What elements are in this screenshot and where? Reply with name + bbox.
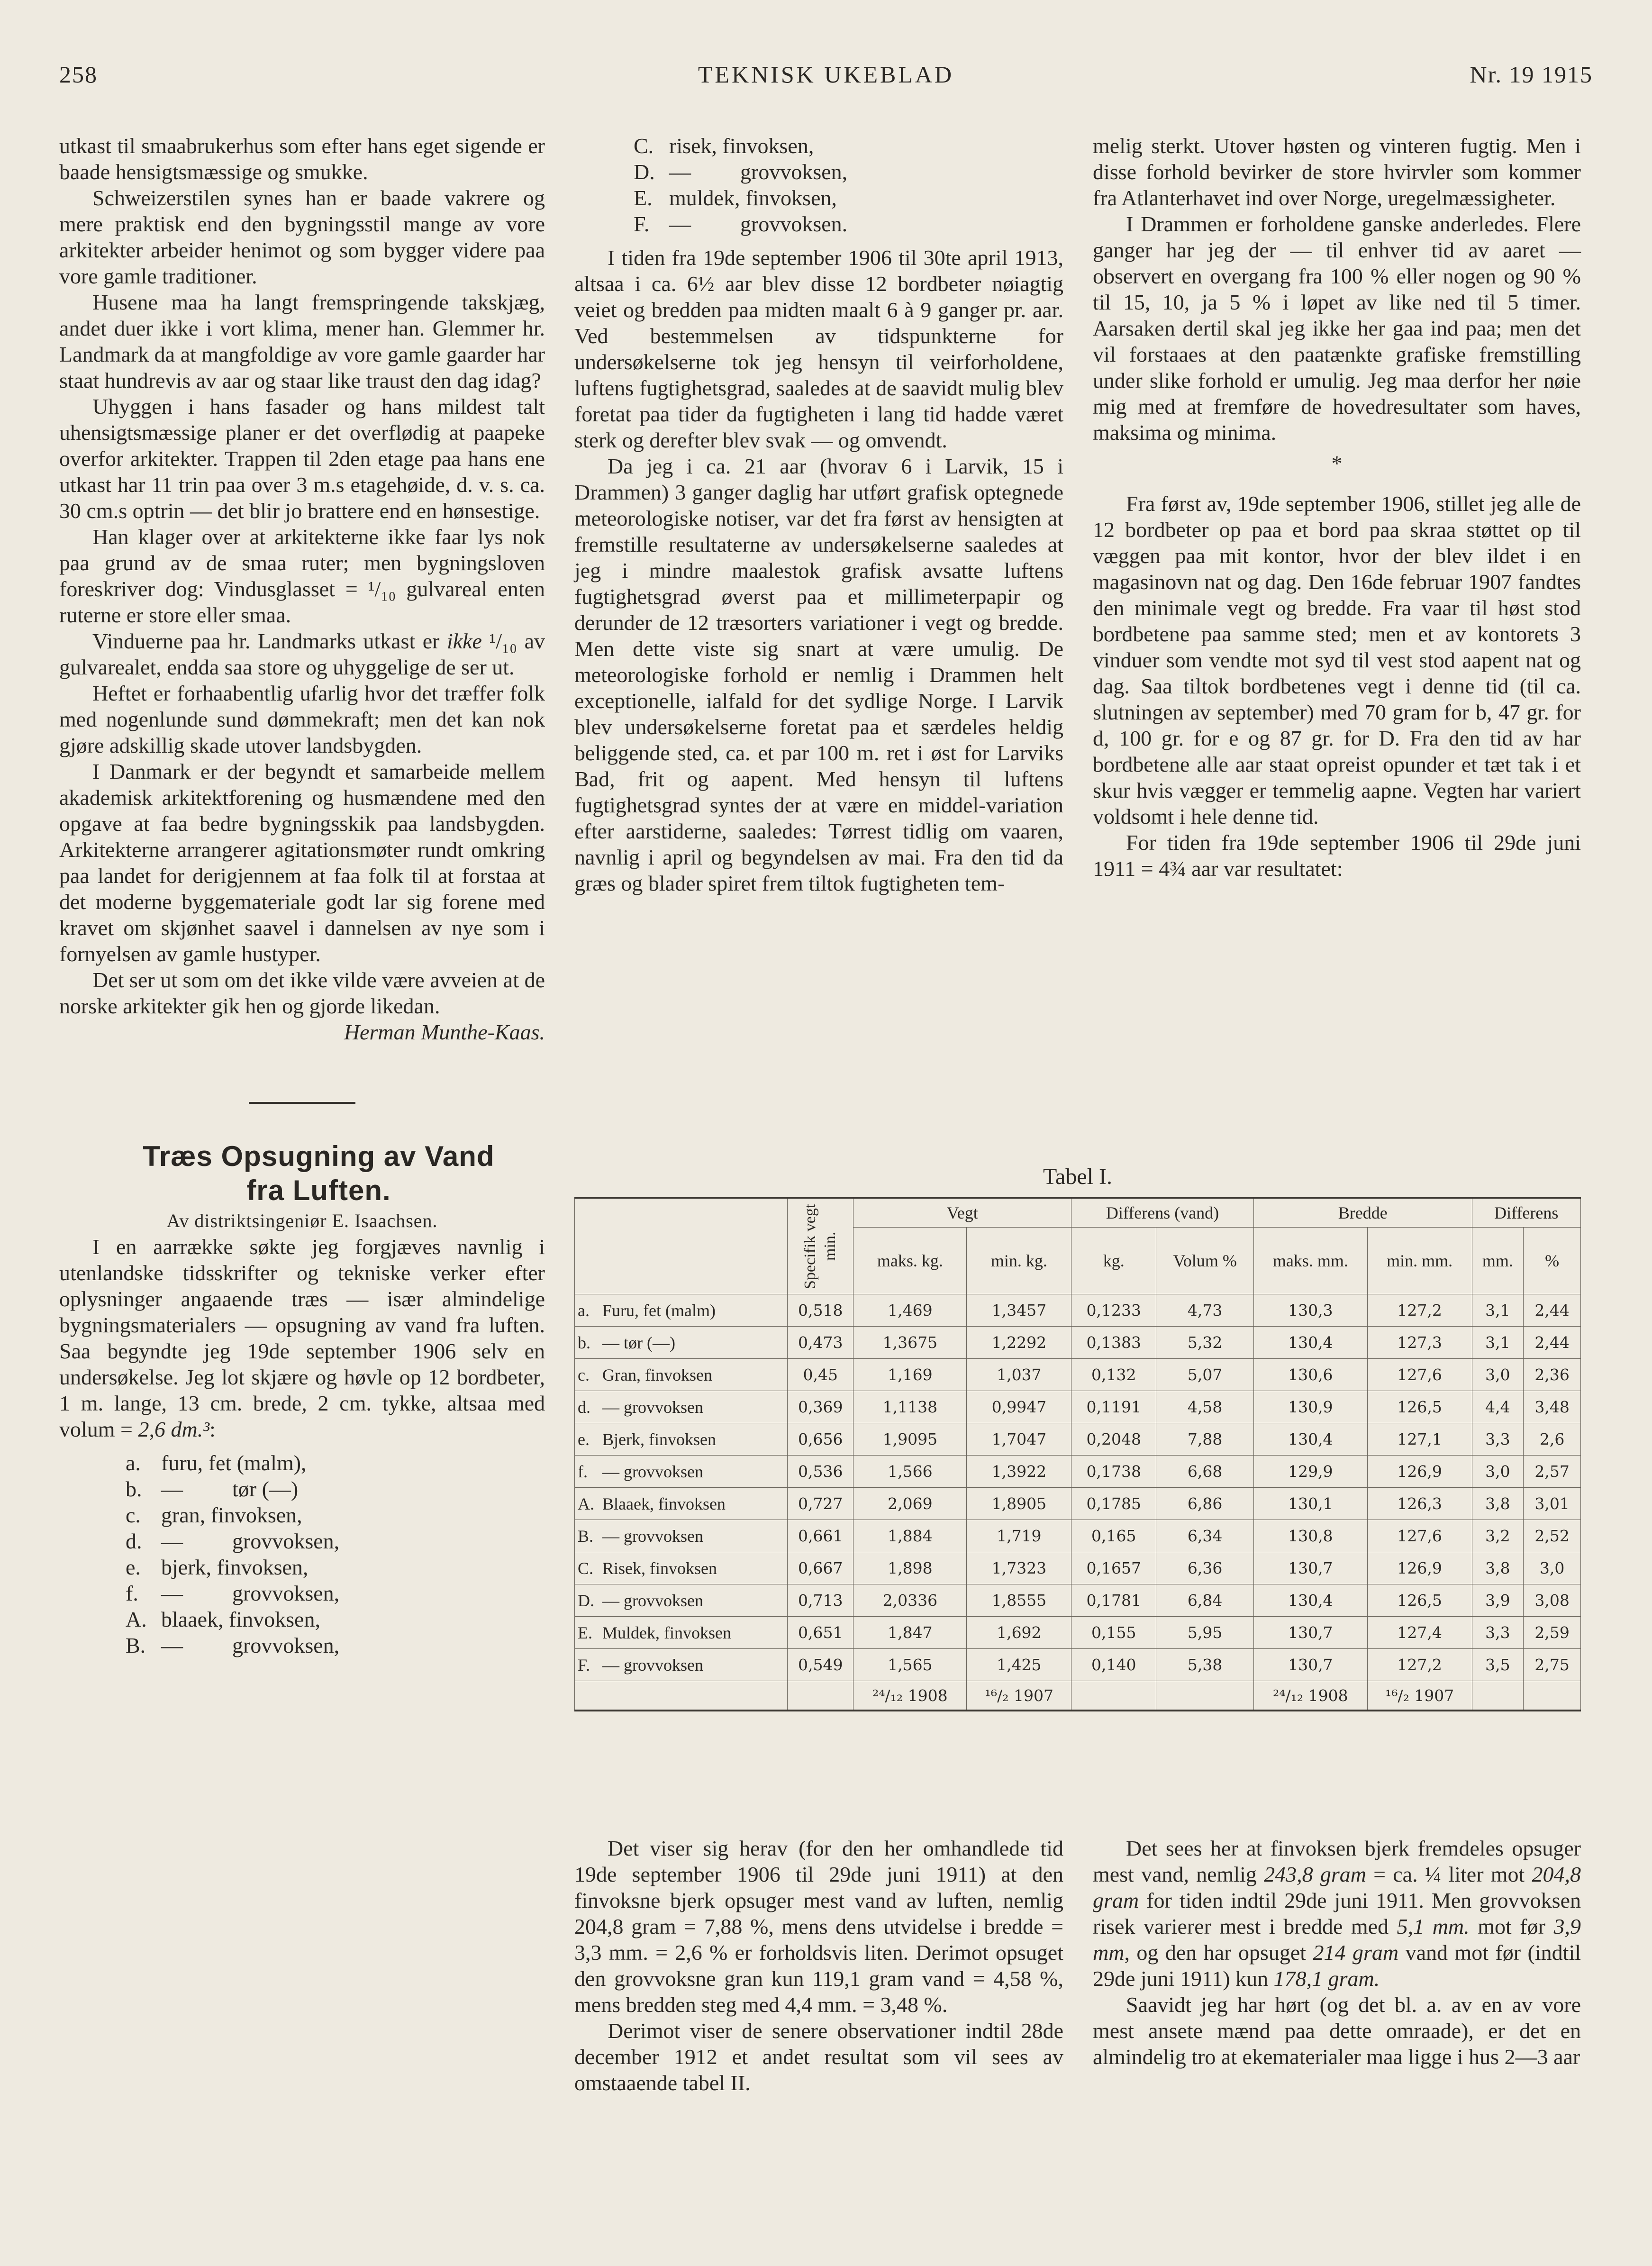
- issue-number: Nr. 19 1915: [1470, 61, 1593, 88]
- article-author: Av distriktsingeniør E. Isaachsen.: [166, 1210, 438, 1231]
- paragraph: melig sterkt. Utover høsten og vinteren fugtig. Men i disse forhold bevirker de store hvirvler som kommer fra Atlanterhavet ind over Norge, uregelmæssigheter.: [1093, 134, 1581, 210]
- table-row: [575, 1327, 1581, 1359]
- cell-vmin: 0,9947: [967, 1391, 1071, 1423]
- emphasis: 3,9 mm: [1093, 1914, 1581, 1965]
- cell-sv: 0,656: [788, 1423, 853, 1456]
- list-item: [59, 1476, 545, 1502]
- cell-dmm: 3,0: [1472, 1359, 1524, 1391]
- cell-bmax: 130,4: [1253, 1327, 1367, 1359]
- cell-vmax: 1,884: [853, 1520, 967, 1552]
- row-species: Furu, fet (malm): [599, 1294, 788, 1327]
- cell-bmin: 126,5: [1367, 1391, 1472, 1423]
- row-species: — grovvoksen: [599, 1584, 788, 1617]
- section-divider: [249, 1102, 355, 1104]
- cell-dkg: 0,1191: [1071, 1391, 1156, 1423]
- cell-bmax: 130,1: [1253, 1488, 1367, 1520]
- cell-dpct: 2,75: [1524, 1649, 1581, 1681]
- column-header-specific-weight: [788, 1198, 853, 1294]
- cell-vmin: 1,8905: [967, 1488, 1071, 1520]
- cell-vmax: 2,069: [853, 1488, 967, 1520]
- list-text: muldek, finvoksen,: [669, 186, 837, 210]
- list-item: [59, 1554, 545, 1580]
- list-marker: f.: [126, 1581, 138, 1605]
- article-title-line-1: Træs Opsugning av Vand: [143, 1140, 495, 1172]
- cell-sv: 0,661: [788, 1520, 853, 1552]
- column-header-weight: Vegt: [853, 1198, 1071, 1228]
- section-asterisk: *: [1331, 451, 1343, 475]
- table-row: [575, 1294, 1581, 1327]
- paragraph: I Drammen er forholdene ganske anderledes. Flere ganger har jeg der — til enhver tid av aaret — observert en overgang fra 100 % eller nogen og 90 % til 15, 10, ja 5 % i løpet av like ned til 5 timer. Aarsaken dertil skal jeg ikke her gaa ind paa; men det vil forstaaes at den paatænkte grafiske fremstilling under slike forhold er umulig. Jeg maa derfor her nøie mig med at fremføre de hovedresultater som haves, maksima og minima.: [1093, 212, 1581, 445]
- cell-dkg: 0,1738: [1071, 1456, 1156, 1488]
- cell-dmm: 3,1: [1472, 1294, 1524, 1327]
- cell-bmax: 129,9: [1253, 1456, 1367, 1488]
- cell-vmin: 1,2292: [967, 1327, 1071, 1359]
- cell-dkg: 0,132: [1071, 1359, 1156, 1391]
- paragraph: Det viser sig herav (for den her omhandlede tid 19de september 1906 til 29de juni 1911) at den finvoksne bjerk opsuger mest vand av luften, nemlig 204,8 gram = 7,88 %, mens dens utvidelse i bredde = 3,3 mm. = 2,6 % er forholdsvis liten. Derimot opsuget den grovvoksne gran kun 119,1 gram vand = 4,58 %, mens bredden steg med 4,4 mm. = 3,48 %.: [574, 1836, 1063, 2017]
- list-item: [59, 1606, 545, 1632]
- cell-sv: 0,473: [788, 1327, 853, 1359]
- cell-bmin: 126,9: [1367, 1456, 1472, 1488]
- subheader-mm: mm.: [1472, 1228, 1524, 1294]
- cell-dpct: 3,48: [1524, 1391, 1581, 1423]
- journal-title: TEKNISK UKEBLAD: [698, 61, 954, 88]
- column-header-difference-water: Differens (vand): [1071, 1198, 1254, 1228]
- cell-dkg: 0,1657: [1071, 1552, 1156, 1584]
- cell-dmm: 4,4: [1472, 1391, 1524, 1423]
- cell-bmin: 126,9: [1367, 1552, 1472, 1584]
- cell-dpct: 2,59: [1524, 1617, 1581, 1649]
- list-text: —: [161, 1581, 183, 1605]
- cell-vmin: 1,7047: [967, 1423, 1071, 1456]
- row-label: e.: [575, 1423, 600, 1456]
- cell-dkg: 0,155: [1071, 1617, 1156, 1649]
- cell-vmin: 1,719: [967, 1520, 1071, 1552]
- empty-cell: [1524, 1681, 1581, 1711]
- cell-dvol: 5,32: [1156, 1327, 1254, 1359]
- column-header-difference: Differens: [1472, 1198, 1580, 1228]
- cell-sv: 0,369: [788, 1391, 853, 1423]
- row-species: Gran, finvoksen: [599, 1359, 788, 1391]
- paragraph: Det ser ut som om det ikke vilde være avveien at de norske arkitekter gik hen og gjorde likedan.: [59, 968, 545, 1018]
- paragraph: Schweizerstilen synes han er baade vakrere og mere praktisk end den bygningsstil mange av vore arkitekter arbeider henimot og som bygger videre paa vore gamle traditioner.: [59, 186, 545, 288]
- paragraph: For tiden fra 19de september 1906 til 29de juni 1911 = 4¾ aar var resultatet:: [1093, 830, 1581, 881]
- cell-sv: 0,536: [788, 1456, 853, 1488]
- cell-dvol: 5,38: [1156, 1649, 1254, 1681]
- list-text-continued: grovvoksen,: [740, 160, 848, 184]
- list-item: [59, 1450, 545, 1476]
- cell-dvol: 4,73: [1156, 1294, 1254, 1327]
- cell-bmax: 130,9: [1253, 1391, 1367, 1423]
- cell-dvol: 6,34: [1156, 1520, 1254, 1552]
- cell-vmin: 1,8555: [967, 1584, 1071, 1617]
- date-cell: ²⁴/₁₂ 1908: [1253, 1681, 1367, 1711]
- cell-dvol: 6,36: [1156, 1552, 1254, 1584]
- empty-cell: [1156, 1681, 1254, 1711]
- cell-bmin: 127,6: [1367, 1359, 1472, 1391]
- cell-dmm: 3,0: [1472, 1456, 1524, 1488]
- list-text-continued: grovvoksen,: [232, 1581, 340, 1605]
- table-header-blank: [575, 1198, 788, 1294]
- row-label: B.: [575, 1520, 600, 1552]
- list-marker: F.: [634, 212, 650, 236]
- cell-dkg: 0,1785: [1071, 1488, 1156, 1520]
- cell-sv: 0,549: [788, 1649, 853, 1681]
- cell-vmin: 1,3457: [967, 1294, 1071, 1327]
- paragraph: [59, 628, 545, 680]
- cell-dmm: 3,8: [1472, 1488, 1524, 1520]
- subheader-kg: kg.: [1071, 1228, 1156, 1294]
- row-label: d.: [575, 1391, 600, 1423]
- cell-bmin: 127,2: [1367, 1649, 1472, 1681]
- paragraph: Saavidt jeg har hørt (og det bl. a. av en av vore mest ansete mænd paa dette omraade), er det en almindelig tro at ekematerialer maa ligge i hus 2—3 aar: [1093, 1993, 1581, 2069]
- cell-bmin: 127,4: [1367, 1617, 1472, 1649]
- row-species: Muldek, finvoksen: [599, 1617, 788, 1649]
- list-text: risek, finvoksen,: [669, 134, 814, 158]
- cell-vmax: 1,847: [853, 1617, 967, 1649]
- cell-bmin: 126,5: [1367, 1584, 1472, 1617]
- cell-dmm: 3,5: [1472, 1649, 1524, 1681]
- subheader-volume-pct: Volum %: [1156, 1228, 1254, 1294]
- emphasis: 5,1 mm.: [1397, 1914, 1470, 1938]
- column-3: [1093, 133, 1581, 882]
- cell-dmm: 3,3: [1472, 1617, 1524, 1649]
- cell-dmm: 3,8: [1472, 1552, 1524, 1584]
- cell-dvol: 4,58: [1156, 1391, 1254, 1423]
- list-item: [59, 1580, 545, 1606]
- cell-bmax: 130,4: [1253, 1423, 1367, 1456]
- row-label: E.: [575, 1617, 600, 1649]
- list-item: [59, 1502, 545, 1528]
- cell-bmin: 127,6: [1367, 1520, 1472, 1552]
- paragraph: Fra først av, 19de september 1906, stillet jeg alle de 12 bordbeter op paa et bord paa skraa støttet op til væggen paa mit kontor, hvor der blev ildet i en magasinovn nat og dag. Den 16de februar 1907 fandtes den minimale vegt og bredde. Fra vaar til høst stod bordbetene paa samme sted; men et av kontorets 3 vinduer som vendte mot syd til vest stod aapent nat og dag. Saa tiltok bordbetenes vegt i denne tid (til ca. slutningen av september) med 70 gram for b, 47 gr. for d, 100 gr. for e og 87 gr. for D. Fra den tid av har bordbetene alle aar staat opreist opunder et tæt tak i et skur hvis vægger er temmelig aapne. Vegten har variert voldsomt i hele denne tid.: [1093, 491, 1581, 828]
- cell-vmin: 1,692: [967, 1617, 1071, 1649]
- list-marker: d.: [126, 1529, 142, 1553]
- empty-cell: [788, 1681, 853, 1711]
- table-row: [575, 1649, 1581, 1681]
- text-run: ¹/₁₀ av gulvarealet, endda saa store og uhyggelige de ser ut.: [59, 629, 545, 679]
- row-label: F.: [575, 1649, 600, 1681]
- cell-dkg: 0,165: [1071, 1520, 1156, 1552]
- cell-dpct: 2,57: [1524, 1456, 1581, 1488]
- cell-dpct: 2,6: [1524, 1423, 1581, 1456]
- list-item: [574, 211, 1063, 237]
- cell-dkg: 0,2048: [1071, 1423, 1156, 1456]
- table-row: [575, 1520, 1581, 1552]
- text-run: Vinduerne paa hr. Landmarks utkast er: [92, 629, 447, 653]
- cell-dkg: 0,1233: [1071, 1294, 1156, 1327]
- cell-vmax: 2,0336: [853, 1584, 967, 1617]
- list-marker: a.: [126, 1451, 141, 1475]
- column-2: [574, 133, 1063, 896]
- row-label: C.: [575, 1552, 600, 1584]
- column-1: [59, 133, 545, 1658]
- list-marker: A.: [126, 1607, 147, 1631]
- row-species: Risek, finvoksen: [599, 1552, 788, 1584]
- cell-vmax: 1,9095: [853, 1423, 967, 1456]
- cell-dvol: 7,88: [1156, 1423, 1254, 1456]
- cell-bmax: 130,8: [1253, 1520, 1367, 1552]
- list-text-continued: tør (—): [232, 1477, 299, 1501]
- cell-sv: 0,45: [788, 1359, 853, 1391]
- cell-dmm: 3,2: [1472, 1520, 1524, 1552]
- row-species: — grovvoksen: [599, 1391, 788, 1423]
- subheader-min-kg: min. kg.: [967, 1228, 1071, 1294]
- row-label: A.: [575, 1488, 600, 1520]
- table-row: [575, 1391, 1581, 1423]
- cell-dpct: 2,44: [1524, 1327, 1581, 1359]
- list-marker: B.: [126, 1633, 146, 1657]
- table-row: [575, 1488, 1581, 1520]
- table-row: [575, 1456, 1581, 1488]
- list-text-continued: grovvoksen,: [232, 1633, 340, 1657]
- cell-dvol: 6,86: [1156, 1488, 1254, 1520]
- subheader-pct: %: [1524, 1228, 1581, 1294]
- row-label: f.: [575, 1456, 600, 1488]
- paragraph: Han klager over at arkitekterne ikke faar lys nok paa grund av de smaa ruter; men bygningsloven foreskriver dog: Vindusglasset = ¹/₁₀ gulvareal enten ruterne er store eller smaa.: [59, 525, 545, 627]
- date-cell: ²⁴/₁₂ 1908: [853, 1681, 967, 1711]
- date-cell: ¹⁶/₂ 1907: [1367, 1681, 1472, 1711]
- table-body: [575, 1294, 1581, 1711]
- table-row: [575, 1359, 1581, 1391]
- list-item: [574, 159, 1063, 185]
- column-3-lower: [1093, 1835, 1581, 2070]
- cell-dmm: 3,9: [1472, 1584, 1524, 1617]
- cell-bmin: 127,1: [1367, 1423, 1472, 1456]
- list-item: [59, 1632, 545, 1658]
- cell-bmin: 127,2: [1367, 1294, 1472, 1327]
- cell-bmax: 130,7: [1253, 1617, 1367, 1649]
- row-species: — grovvoksen: [599, 1456, 788, 1488]
- cell-dpct: 3,08: [1524, 1584, 1581, 1617]
- cell-vmax: 1,898: [853, 1552, 967, 1584]
- data-table: [574, 1197, 1581, 1711]
- paragraph: Da jeg i ca. 21 aar (hvorav 6 i Larvik, 15 i Drammen) 3 ganger daglig har utført grafisk optegnede meteorologiske notiser, var det fra først av hensigten at fremstille resultaterne av undersøkelserne saaledes at jeg i mindre maalestok grafisk avsatte luftens fugtighetsgrad øverst paa et millimeterpapir og derunder de 12 træsorters variationer i vegt og bredde. Men dette viste sig snart at være umulig. De meteorologiske forhold er nemlig i Drammen helt exceptionelle, ialfald for det sydlige Norge. I Larvik blev undersøkelserne foretat paa et særdeles heldig beliggende sted, ca. et par 100 m. ret i øst for Larviks Bad, frit og aapent. Med hensyn til luftens fugtighetsgrad syntes der at være en middel-variation efter aarstiderne, saaledes: Tørrest tidlig om vaaren, navnlig i april og begyndelsen av mai. Fra den tid da græs og blader spiret frem tiltok fugtigheten tem-: [574, 454, 1063, 895]
- list-text-continued: grovvoksen,: [232, 1529, 340, 1553]
- paragraph: Derimot viser de senere observationer indtil 28de december 1912 et andet resultat som vil sees av omstaaende tabel II.: [574, 2019, 1063, 2095]
- text-run: for tiden indtil 29de juni 1911. Men grovvoksen risek varierer mest i bredde med: [1093, 1888, 1581, 1938]
- cell-sv: 0,727: [788, 1488, 853, 1520]
- species-list: [59, 1450, 545, 1658]
- empty-cell: [1071, 1681, 1156, 1711]
- cell-vmin: 1,425: [967, 1649, 1071, 1681]
- cell-bmax: 130,6: [1253, 1359, 1367, 1391]
- cell-vmax: 1,566: [853, 1456, 967, 1488]
- emphasis: 178,1 gram.: [1273, 1966, 1380, 1991]
- emphasis: ikke: [446, 629, 482, 653]
- list-marker: e.: [126, 1555, 141, 1579]
- emphasis: 243,8 gram: [1264, 1862, 1366, 1886]
- cell-dkg: 0,1383: [1071, 1327, 1156, 1359]
- cell-vmax: 1,469: [853, 1294, 967, 1327]
- row-label: b.: [575, 1327, 600, 1359]
- cell-dvol: 6,84: [1156, 1584, 1254, 1617]
- emphasis: 214 gram: [1313, 1940, 1399, 1965]
- list-marker: b.: [126, 1477, 142, 1501]
- text-run: , og den har opsuget: [1124, 1940, 1313, 1965]
- paragraph: I tiden fra 19de september 1906 til 30te april 1913, altsaa i ca. 6½ aar blev disse 12 bordbeter nøiagtig veiet og bredden paa midten maalt 6 à 9 ganger pr. aar. Ved bestemmelsen av tidspunkterne for undersøkelserne tok jeg hensyn til veirforholdene, luftens fugtighetsgrad, saaledes at de saavidt mulig blev foretat paa tider da fugtigheten i lang tid hadde været sterk og derefter blev svak — og omvendt.: [574, 246, 1063, 452]
- row-label: a.: [575, 1294, 600, 1327]
- cell-bmin: 126,3: [1367, 1488, 1472, 1520]
- cell-sv: 0,713: [788, 1584, 853, 1617]
- cell-vmax: 1,1138: [853, 1391, 967, 1423]
- species-list-continued: [574, 133, 1063, 237]
- date-cell: ¹⁶/₂ 1907: [967, 1681, 1071, 1711]
- column-2-lower: [574, 1835, 1063, 2096]
- cell-vmax: 1,169: [853, 1359, 967, 1391]
- row-species: — tør (—): [599, 1327, 788, 1359]
- table-caption: Tabel I.: [1043, 1164, 1112, 1189]
- list-marker: C.: [634, 134, 654, 158]
- row-label: D.: [575, 1584, 600, 1617]
- table-date-row: [575, 1681, 1581, 1711]
- cell-bmin: 127,3: [1367, 1327, 1472, 1359]
- page-number: 258: [59, 61, 98, 88]
- list-item: [574, 185, 1063, 211]
- list-text-continued: grovvoksen.: [740, 212, 848, 236]
- spacer: [59, 1442, 545, 1450]
- list-marker: E.: [634, 186, 653, 210]
- list-item: [574, 133, 1063, 159]
- paragraph: utkast til smaabrukerhus som efter hans eget sigende er baade hensigtsmæssige og smukke.: [59, 134, 545, 184]
- empty-cell: [599, 1681, 788, 1711]
- cell-vmax: 1,3675: [853, 1327, 967, 1359]
- table-row: [575, 1584, 1581, 1617]
- list-text: gran, finvoksen,: [161, 1503, 302, 1527]
- cell-bmax: 130,7: [1253, 1649, 1367, 1681]
- list-text: bjerk, finvoksen,: [161, 1555, 309, 1579]
- cell-bmax: 130,4: [1253, 1584, 1367, 1617]
- cell-bmax: 130,7: [1253, 1552, 1367, 1584]
- cell-vmin: 1,3922: [967, 1456, 1071, 1488]
- paragraph: Uhyggen i hans fasader og hans mildest talt uhensigtsmæssige planer er det overflødig at paapeke overfor arkitekter. Trappen til 2den etage paa hans ene utkast har 11 trin paa over 3 m.s etagehøide, d. v. s. ca. 30 cm.s optrin — det blir jo brattere end en hønsestige.: [59, 394, 545, 523]
- row-species: Blaaek, finvoksen: [599, 1488, 788, 1520]
- paragraph: [59, 1234, 545, 1442]
- header-label: Specifik vegt min.: [801, 1203, 839, 1289]
- signature: Herman Munthe-Kaas.: [344, 1020, 545, 1044]
- article-title-line-2: fra Luften.: [246, 1174, 391, 1206]
- text-run: I en aarrække søkte jeg forgjæves navnlig i utenlandske tidsskrifter og tekniske verker efter oplysninger angaaende træs — især almindelige bygningsmaterialers — opsugning av vand fra luften. Saa begyndte jeg 19de september 1906 selv en undersøkelse. Jeg lot skjære og høvle op 12 bordbeter, 1 m. lange, 13 cm. brede, 2 cm. tykke, altsaa med volum =: [59, 1235, 545, 1441]
- row-species: — grovvoksen: [599, 1520, 788, 1552]
- list-item: [59, 1528, 545, 1554]
- paragraph: [1093, 1835, 1581, 1992]
- paragraph: Husene maa ha langt fremspringende takskjæg, andet duer ikke i vort klima, mener han. Glemmer hr. Landmark da at mangfoldige av vore gamle gaarder har staat hundrevis av aar og staar like traust den dag idag?: [59, 290, 545, 392]
- list-marker: c.: [126, 1503, 141, 1527]
- text-run: :: [209, 1417, 216, 1441]
- empty-cell: [1472, 1681, 1524, 1711]
- list-text: —: [161, 1529, 183, 1553]
- table-row: [575, 1617, 1581, 1649]
- running-header: [59, 61, 1593, 99]
- list-marker: D.: [634, 160, 655, 184]
- cell-dmm: 3,3: [1472, 1423, 1524, 1456]
- list-text: —: [669, 212, 691, 236]
- cell-dpct: 3,01: [1524, 1488, 1581, 1520]
- paragraph: I Danmark er der begyndt et samarbeide mellem akademisk arkitektforening og husmændene med den opgave at faa bedre bygningsskik paa landsbygden. Arkitekterne arrangerer agitationsmøter rundt omkring paa landet for derigjennem at faa folk til at forstaa at det moderne byggemateriale godt lar sig forene med kravet om skjønhet saavel i dannelsen av nye som i fornyelsen av gamle hustyper.: [59, 759, 545, 966]
- empty-cell: [575, 1681, 600, 1711]
- subheader-max-mm: maks. mm.: [1253, 1228, 1367, 1294]
- table-row: [575, 1423, 1581, 1456]
- list-text: —: [161, 1633, 183, 1657]
- text-run: mot før: [1469, 1914, 1554, 1938]
- cell-sv: 0,651: [788, 1617, 853, 1649]
- cell-sv: 0,518: [788, 1294, 853, 1327]
- list-text: —: [669, 160, 691, 184]
- cell-dpct: 2,52: [1524, 1520, 1581, 1552]
- cell-bmax: 130,3: [1253, 1294, 1367, 1327]
- row-label: c.: [575, 1359, 600, 1391]
- subheader-min-mm: min. mm.: [1367, 1228, 1472, 1294]
- emphasis: 2,6 dm.³: [138, 1417, 210, 1441]
- cell-dmm: 3,1: [1472, 1327, 1524, 1359]
- cell-dvol: 6,68: [1156, 1456, 1254, 1488]
- paragraph: Heftet er forhaabentlig ufarlig hvor det træffer folk med nogenlunde sund dømmekraft; men det kan nok gjøre adskillig skade utover landsbygden.: [59, 681, 545, 757]
- emphasis: 204,8 gram: [1093, 1862, 1581, 1912]
- cell-dvol: 5,95: [1156, 1617, 1254, 1649]
- cell-vmin: 1,7323: [967, 1552, 1071, 1584]
- cell-dvol: 5,07: [1156, 1359, 1254, 1391]
- list-text: —: [161, 1477, 183, 1501]
- cell-dkg: 0,140: [1071, 1649, 1156, 1681]
- row-species: Bjerk, finvoksen: [599, 1423, 788, 1456]
- list-text: furu, fet (malm),: [161, 1451, 307, 1475]
- text-run: Det sees her at finvoksen bjerk fremdeles opsuger mest vand, nemlig: [1093, 1836, 1581, 1886]
- subheader-max-kg: maks. kg.: [853, 1228, 967, 1294]
- list-text: blaaek, finvoksen,: [161, 1607, 320, 1631]
- column-header-width: Bredde: [1253, 1198, 1472, 1228]
- cell-dkg: 0,1781: [1071, 1584, 1156, 1617]
- cell-sv: 0,667: [788, 1552, 853, 1584]
- row-species: — grovvoksen: [599, 1649, 788, 1681]
- text-run: vand mot før (indtil 29de juni 1911) kun: [1093, 1940, 1581, 1991]
- cell-dpct: 2,44: [1524, 1294, 1581, 1327]
- cell-dpct: 2,36: [1524, 1359, 1581, 1391]
- cell-dpct: 3,0: [1524, 1552, 1581, 1584]
- text-run: = ca. ¼ liter mot: [1366, 1862, 1532, 1886]
- cell-vmax: 1,565: [853, 1649, 967, 1681]
- spacer: [574, 237, 1063, 245]
- cell-vmin: 1,037: [967, 1359, 1071, 1391]
- table-row: [575, 1552, 1581, 1584]
